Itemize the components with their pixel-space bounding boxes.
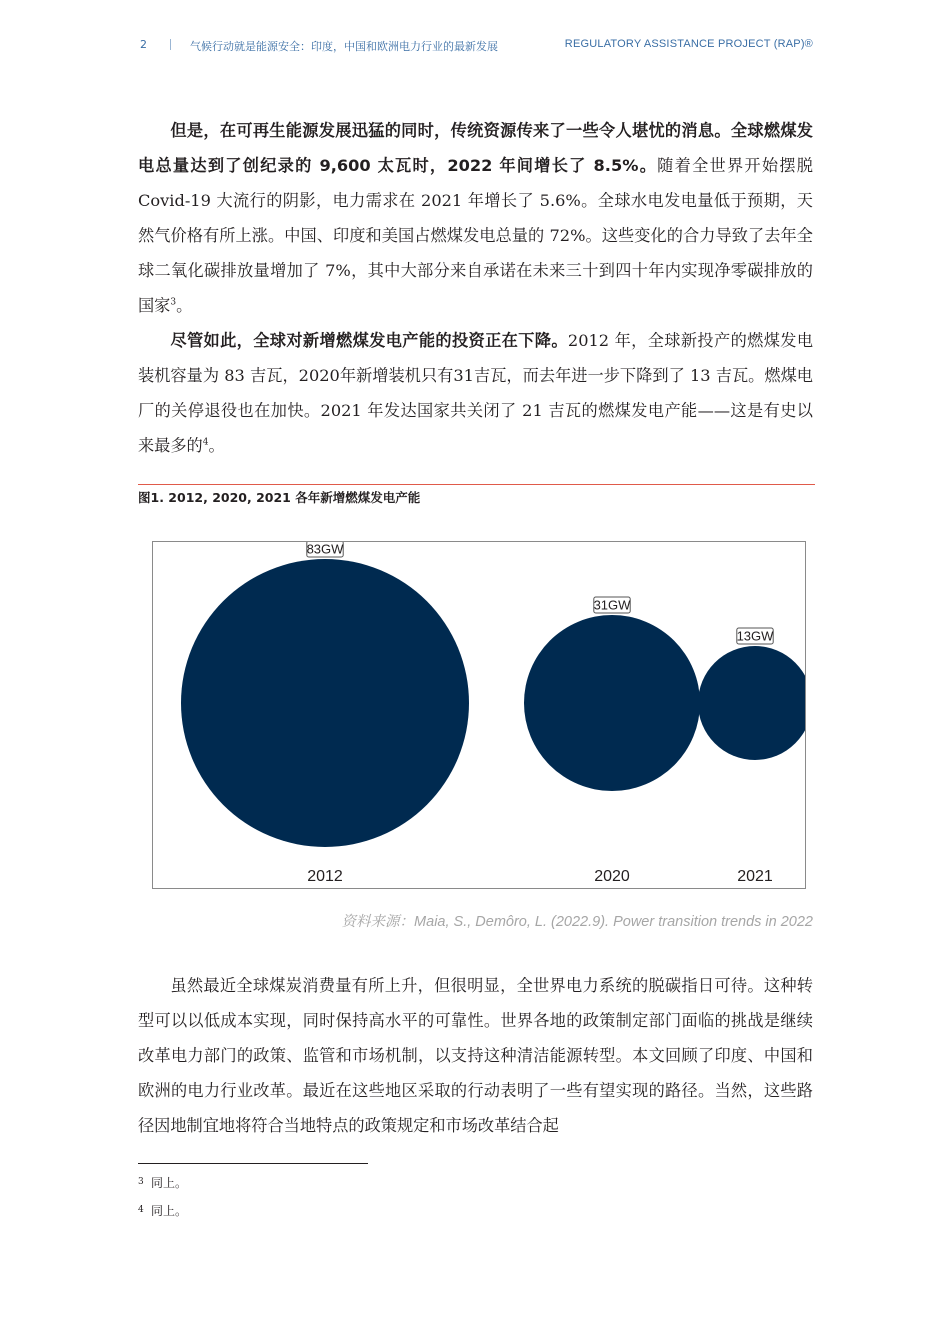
bubble-2021: [698, 646, 805, 760]
organization-name: REGULATORY ASSISTANCE PROJECT (RAP)®: [564, 38, 813, 50]
footnote-rule: [138, 1163, 368, 1164]
footnote-3-text: 同上。: [151, 1176, 188, 1190]
footnote-ref-3[interactable]: 3: [170, 297, 177, 308]
bubble-chart: [152, 541, 806, 889]
paragraph-2-tail: 。: [208, 436, 225, 455]
data-label-2021: [737, 628, 775, 644]
figure-top-rule: [138, 484, 815, 485]
bubble-2012: [181, 559, 469, 847]
page-header: [0, 38, 950, 54]
paragraph-3-text: 虽然最近全球煤炭消费量有所上升，但很明显，全世界电力系统的脱碳指日可待。这种转型可以以低成本实现，同时保持高水平的可靠性。世界各地的政策制定部门面临的挑战是继续改革电力部门的政策、监管和市场机制，以支持这种清洁能源转型。本文回顾了印度、中国和欧洲的电力行业改革。最近在这些地区采取的行动表明了一些有望实现的路径。当然，这些路径因地制宜地将符合当地特点的政策规定和市场改革结合起: [138, 976, 813, 1135]
paragraph-3: [138, 968, 813, 1143]
figure-source: 资料来源：Maia, S., Demôro, L. (2022.9). Power transition trends in 2022: [341, 914, 813, 930]
body-section-top: [138, 113, 813, 463]
footnote-3-number: 3: [138, 1177, 144, 1187]
body-section-bottom: [138, 968, 813, 1143]
figure-caption: 图1. 2012, 2020, 2021 各年新增燃煤发电产能: [138, 490, 421, 505]
svg-text:13GW: 13GW: [736, 628, 774, 644]
footnote-4: [138, 1202, 187, 1219]
footnote-4-text: 同上。: [151, 1204, 188, 1218]
footnote-3: [138, 1174, 187, 1191]
svg-text:31GW: 31GW: [593, 597, 631, 613]
running-title: 气候行动就是能源安全：印度，中国和欧洲电力行业的最新发展: [190, 40, 498, 53]
footnote-4-number: 4: [138, 1205, 144, 1215]
data-label-2012: [307, 542, 345, 557]
x-tick-label-2012: 2012: [307, 868, 343, 885]
x-tick-label-2021: 2021: [737, 868, 773, 885]
data-label-2020: [594, 597, 632, 613]
paragraph-1-lead: 但是，在可再生能源发展迅猛的同时，传统资源传来了一些令人堪忧的消息。全球燃煤发电总量达到了创纪录的 9,600 太瓦时，2022 年间增长了 8.5%。: [138, 121, 813, 175]
bubble-2020: [524, 615, 700, 791]
paragraph-2-text: 2012 年，全球新投产的燃煤发电装机容量为 83 吉瓦，2020年新增装机只有31吉瓦，而去年进一步下降到了 13 吉瓦。燃煤电厂的关停退役也在加快。2021 年发达国家共关闭了 21 吉瓦的燃煤发电产能——这是有史以来最多的: [138, 331, 814, 455]
footnote-ref-4[interactable]: 4: [202, 437, 209, 448]
svg-text:83GW: 83GW: [306, 542, 344, 557]
header-divider: [170, 39, 171, 50]
paragraph-2-lead: 尽管如此，全球对新增燃煤发电产能的投资正在下降。: [170, 331, 568, 350]
paragraph-1-tail: 。: [176, 296, 193, 315]
x-tick-label-2020: 2020: [594, 868, 630, 885]
bubble-chart-svg: [153, 542, 805, 888]
paragraph-2: [138, 323, 813, 463]
paragraph-1-text: 随着全世界开始摆脱 Covid-19 大流行的阴影，电力需求在 2021 年增长了 5.6%。全球水电发电量低于预期，天然气价格有所上涨。中国、印度和美国占燃煤发电总量的 72%。这些变化的合力导致了去年全球二氧化碳排放量增加了 7%，其中大部分来自承诺在未来三十到四十年内实现净零碳排放的国家: [138, 156, 813, 315]
paragraph-1: [138, 113, 813, 323]
page-number: 2: [140, 38, 147, 51]
